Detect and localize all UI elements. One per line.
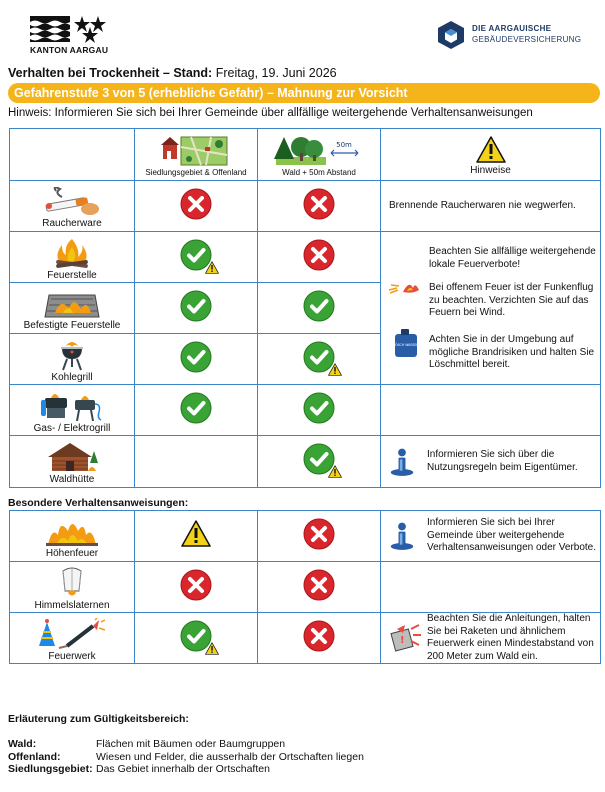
legend-definition: Flächen mit Bäumen oder Baumgruppen	[96, 738, 286, 750]
info-icon	[389, 447, 415, 477]
forbidden-icon	[302, 517, 336, 551]
page-header	[0, 0, 605, 62]
settlement-status	[135, 334, 258, 385]
forest-status	[258, 334, 381, 385]
caution-mini-icon	[328, 363, 342, 376]
forest-distance-label: 50m	[336, 141, 352, 149]
table-row	[10, 181, 601, 232]
canton-flag-icon	[30, 14, 110, 44]
note-cell-empty	[381, 385, 601, 436]
legend-definition: Wiesen und Felder, die ausserhalb der Ortschaften liegen	[96, 750, 364, 763]
info-icon	[389, 521, 415, 551]
item-cell-kohlegrill	[10, 334, 135, 385]
item-label: Feuerwerk	[48, 650, 96, 662]
forest-status	[258, 232, 381, 283]
allowed-icon	[179, 340, 213, 374]
note-text: Beachten Sie die Anleitungen, halten Sie bei Raketen und ähnlichem Feuerwerk einen Mindestabstand von 200 Meter zum Wald ein.	[427, 613, 594, 662]
item-cell-waldhuette	[10, 436, 135, 488]
note-local-bans: Beachten Sie allfällige weitergehende lokale Feuerverbote!	[429, 246, 596, 270]
fireworks-warning-icon	[389, 623, 423, 653]
table-row	[10, 385, 601, 436]
header-forest-label: Wald + 50m Abstand	[282, 168, 356, 177]
svg-text:!: !	[400, 635, 405, 646]
allowed-icon	[302, 289, 336, 323]
sky-lantern-icon	[57, 567, 87, 599]
agv-name-line2: GEBÄUDEVERSICHERUNG	[472, 35, 582, 44]
item-cell-hoehenfeuer	[10, 511, 135, 562]
header-empty-cell	[10, 129, 135, 181]
forest-distance-icon	[274, 135, 364, 167]
forest-status	[258, 562, 381, 613]
page-title	[8, 66, 337, 80]
charcoal-grill-icon	[57, 339, 87, 371]
legend	[8, 738, 364, 776]
forest-hut-icon	[44, 441, 100, 473]
note-text: Informieren Sie sich über die Nutzungsregeln beim Eigentümer.	[427, 449, 578, 473]
caution-mini-icon	[205, 642, 219, 655]
item-label: Höhenfeuer	[45, 547, 99, 559]
main-rules-table	[9, 128, 601, 488]
cigarette-icon	[42, 187, 102, 217]
legend-term: Siedlungsgebiet:	[8, 763, 93, 775]
forbidden-icon	[302, 568, 336, 602]
forbidden-icon	[302, 238, 336, 272]
caution-mini-icon	[205, 261, 219, 274]
legend-term: Offenland:	[8, 750, 61, 763]
table-row	[10, 613, 601, 664]
danger-level-banner: Gefahrenstufe 3 von 5 (erhebliche Gefahr) – Mahnung zur Vorsicht	[8, 83, 600, 103]
note-extinguisher: Achten Sie in der Umgebung auf mögliche Brandrisiken und halten Sie Löschmittel bereit.	[429, 334, 595, 370]
hexagon-logo-icon	[437, 20, 465, 50]
fire-pit-icon	[41, 289, 103, 319]
table-header-row	[10, 129, 601, 181]
forest-status	[258, 181, 381, 232]
settlement-status	[135, 283, 258, 334]
note-cell	[381, 613, 601, 664]
item-label: Himmelslaternen	[34, 599, 110, 611]
caution-mini-icon	[328, 465, 342, 478]
table-row	[10, 232, 601, 283]
legend-term: Wald:	[8, 738, 37, 750]
item-cell-feuerwerk	[10, 613, 135, 664]
legend-definition: Das Gebiet innerhalb der Ortschaften	[96, 763, 270, 775]
header-forest	[258, 129, 381, 181]
forbidden-icon	[179, 568, 213, 602]
settlement-status	[135, 181, 258, 232]
bonfire-icon	[44, 517, 100, 547]
agv-name-line1: DIE AARGAUISCHE	[472, 24, 552, 33]
fireworks-icon	[37, 618, 107, 650]
title-prefix: Verhalten bei Trockenheit – Stand:	[8, 66, 213, 80]
forest-status	[258, 385, 381, 436]
campfire-icon	[52, 237, 92, 269]
table-row	[10, 511, 601, 562]
note-cell	[381, 511, 601, 562]
note-sparks: Bei offenem Feuer ist der Funkenflug zu beachten. Verzichten Sie auf das Feuern bei Wind.	[429, 282, 594, 318]
table-row	[10, 436, 601, 488]
allowed-icon	[302, 391, 336, 425]
sparks-icon	[387, 280, 421, 294]
header-settlement-label: Siedlungsgebiet & Offenland	[145, 168, 247, 177]
item-label: Raucherware	[42, 217, 102, 229]
item-label: Kohlegrill	[51, 371, 93, 383]
note-text: Informieren Sie sich bei Ihrer Gemeinde über weitergehende Verhaltensanweisungen oder Verbote.	[427, 517, 597, 554]
forbidden-icon	[302, 619, 336, 653]
legend-row	[8, 763, 364, 776]
forbidden-icon	[302, 187, 336, 221]
forest-status	[258, 283, 381, 334]
forest-status	[258, 613, 381, 664]
forest-status	[258, 436, 381, 488]
header-notes-label: Hinweise	[470, 164, 511, 176]
agv-logo	[437, 18, 587, 50]
item-cell-feuerstelle	[10, 232, 135, 283]
canton-aargau-logo	[30, 14, 110, 58]
table-row	[10, 562, 601, 613]
settlement-status	[135, 562, 258, 613]
gas-grill-icon	[41, 390, 103, 422]
item-label: Feuerstelle	[47, 269, 97, 281]
note-cell	[381, 181, 601, 232]
canton-name: KANTON AARGAU	[30, 45, 109, 55]
warning-triangle-icon	[181, 520, 211, 547]
settlement-status	[135, 613, 258, 664]
forest-status	[258, 511, 381, 562]
canister-label: LÖSCH WASSER	[393, 343, 419, 347]
allowed-icon	[179, 289, 213, 323]
legend-title: Erläuterung zum Gültigkeitsbereich:	[8, 713, 189, 725]
item-cell-himmelslaternen	[10, 562, 135, 613]
settlement-status	[135, 232, 258, 283]
warning-triangle-icon	[476, 136, 506, 163]
note-cell-empty	[381, 562, 601, 613]
item-cell-befestigte-feuerstelle	[10, 283, 135, 334]
special-rules-table	[9, 510, 601, 664]
village-map-icon	[161, 135, 231, 167]
header-settlement	[135, 129, 258, 181]
item-cell-gas-elektrogrill	[10, 385, 135, 436]
item-label: Gas- / Elektrogrill	[33, 422, 111, 434]
item-label: Waldhütte	[49, 474, 95, 485]
legend-row	[8, 738, 364, 751]
note-cell	[381, 436, 601, 488]
item-cell-raucherware	[10, 181, 135, 232]
hint-text: Hinweis: Informieren Sie sich bei Ihrer Gemeinde über allfällige weitergehende Verhaltensanweisungen	[8, 107, 533, 119]
note-text: Brennende Raucherwaren nie wegwerfen.	[389, 199, 576, 211]
header-notes	[381, 129, 601, 181]
title-date: Freitag, 19. Juni 2026	[212, 66, 337, 80]
forbidden-icon	[179, 187, 213, 221]
legend-row	[8, 751, 364, 764]
settlement-status	[135, 385, 258, 436]
water-canister-icon	[393, 328, 419, 358]
fire-notes-cell	[381, 232, 601, 385]
settlement-status	[135, 436, 258, 488]
item-label: Befestigte Feuerstelle	[23, 319, 121, 331]
special-heading: Besondere Verhaltensanweisungen:	[8, 497, 189, 509]
allowed-icon	[179, 391, 213, 425]
settlement-status	[135, 511, 258, 562]
